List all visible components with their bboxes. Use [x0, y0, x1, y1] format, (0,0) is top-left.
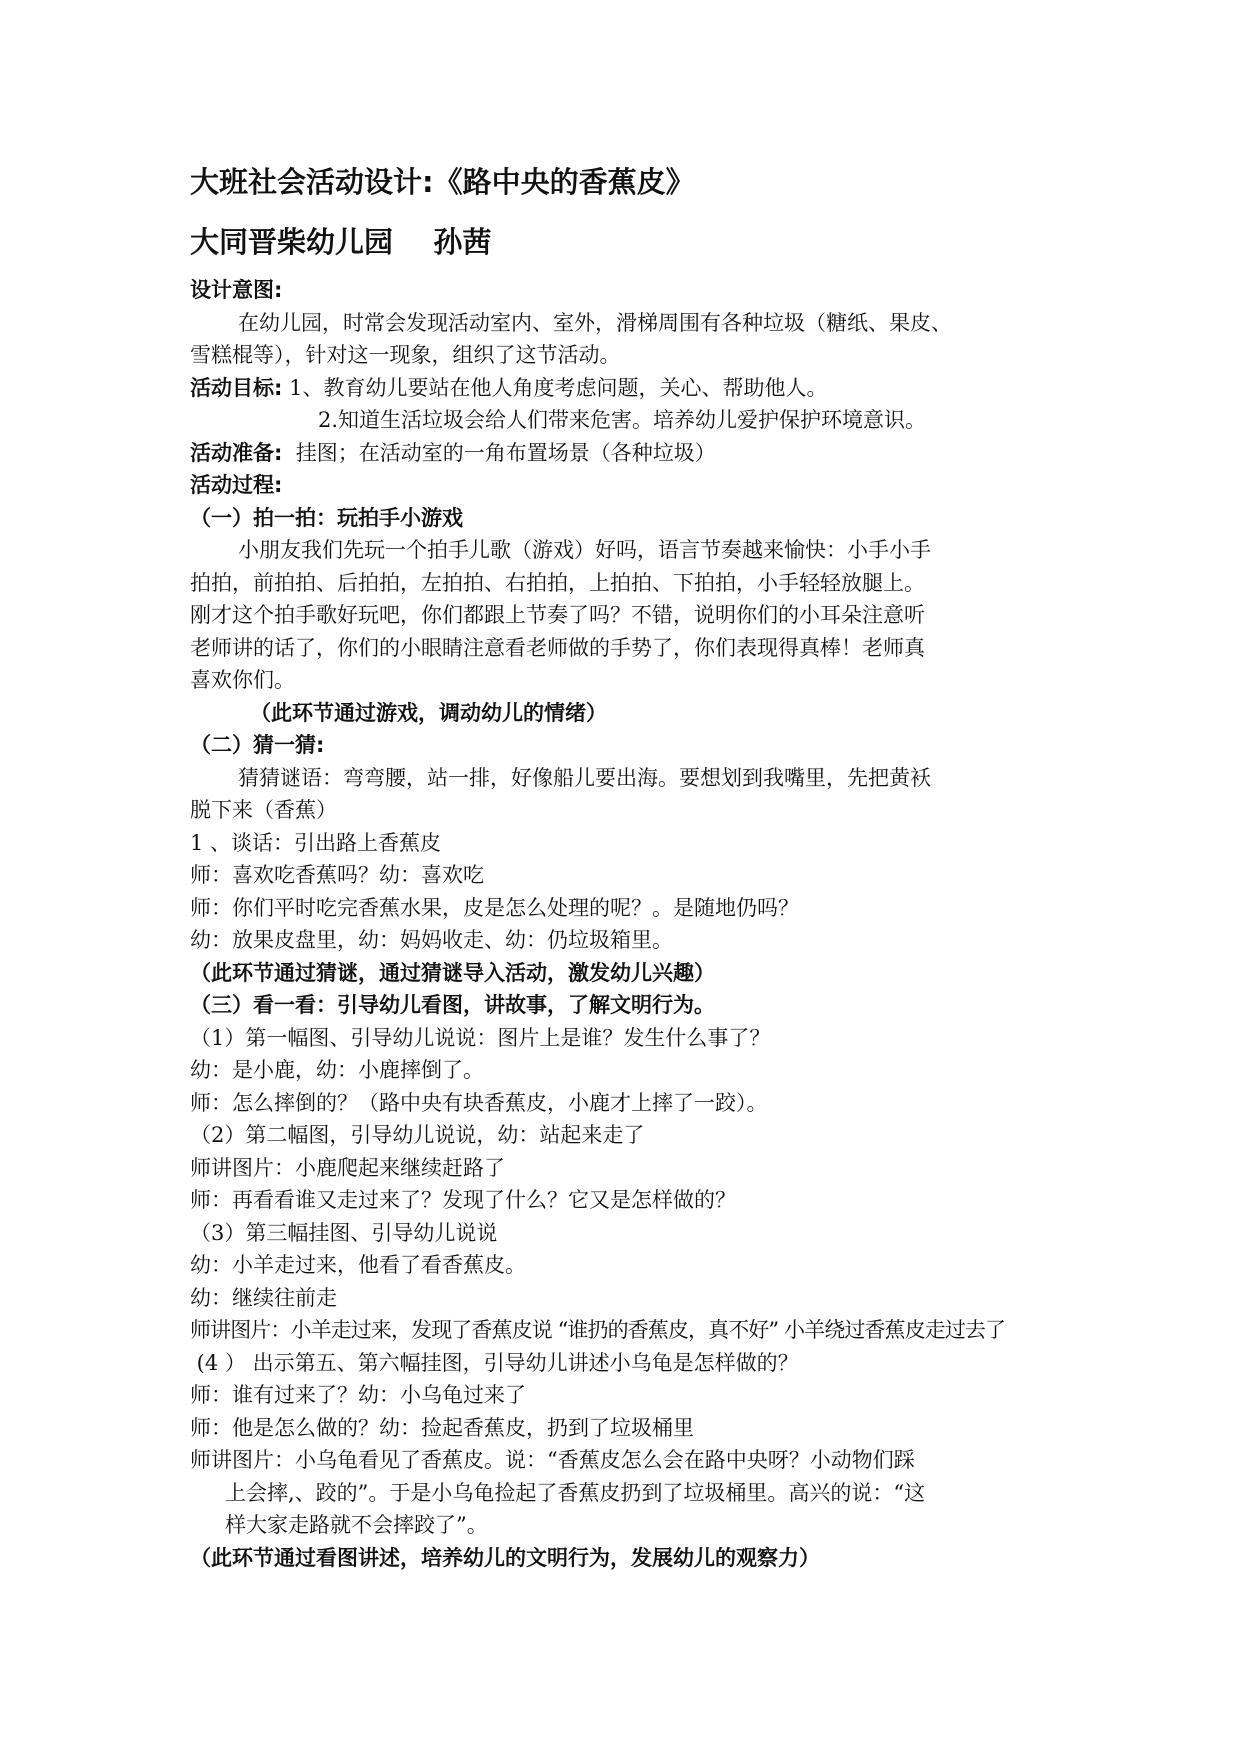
part1-note: （此环节通过游戏，调动幼儿的情绪） — [250, 700, 607, 725]
part3-heading: （三）看一看：引导幼儿看图，讲故事，了解文明行为。 — [190, 993, 715, 1017]
part2-line: 师：喜欢吃香蕉吗？幼：喜欢吃 — [190, 863, 484, 887]
part3-note: （此环节通过看图讲述，培养幼儿的文明行为，发展幼儿的观察力） — [190, 1545, 820, 1570]
part1-line: 小朋友我们先玩一个拍手儿歌（游戏）好吗，语言节奏越来愉快：小手小手 — [238, 538, 931, 562]
document-title: 大班社会活动设计:《路中央的香蕉皮》 — [190, 165, 695, 199]
part1-line: 喜欢你们。 — [190, 668, 295, 692]
part1-line: 老师讲的话了，你们的小眼睛注意看老师做的手势了，你们表现得真棒！老师真 — [190, 635, 925, 660]
part3-line: 师：谁有过来了？幼：小乌龟过来了 — [190, 1383, 526, 1407]
goal-2: 2.知道生活垃圾会给人们带来危害。培养幼儿爱护保护环境意识。 — [318, 408, 927, 432]
document-page — [190, 160, 1060, 1574]
part3-line: 师讲图片：小羊走过来，发现了香蕉皮说 “谁扔的香蕉皮，真不好” 小羊绕过香蕉皮走过去了 — [190, 1318, 1006, 1342]
intent-heading: 设计意图: — [190, 278, 283, 302]
part1-heading: （一）拍一拍：玩拍手小游戏 — [190, 505, 463, 530]
part3-line: 师：怎么摔倒的？（路中央有块香蕉皮，小鹿才上摔了一跤）。 — [190, 1090, 768, 1115]
part3-line: (4 ） 出示第五、第六幅挂图，引导幼儿讲述小乌龟是怎样做的？ — [190, 1350, 799, 1375]
part1-line: 拍拍，前拍拍、后拍拍，左拍拍、右拍拍，上拍拍、下拍拍，小手轻轻放腿上。 — [190, 570, 925, 595]
goals-line-1 — [190, 372, 1060, 405]
author-line: 大同晋柴幼儿园 孙茜 — [190, 225, 492, 259]
part3-line: 幼：继续往前走 — [190, 1285, 337, 1310]
prep-text: 挂图；在活动室的一角布置场景（各种垃圾） — [282, 440, 716, 465]
part3-line: （2）第二幅图，引导幼儿说说，幼：站起来走了 — [190, 1123, 645, 1147]
part3-line: 师讲图片：小乌龟看见了香蕉皮。说：“香蕉皮怎么会在路中央呀？小动物们踩 — [190, 1448, 915, 1472]
riddle-line: 猜猜谜语：弯弯腰，站一排，好像船儿要出海。要想划到我嘴里，先把黄袄 — [238, 765, 931, 790]
prep-label: 活动准备: — [190, 440, 283, 465]
goals-label: 活动目标: — [190, 375, 283, 400]
part3-line: 上会摔,、跤的”。于是小乌龟捡起了香蕉皮扔到了垃圾桶里。高兴的说：“这 — [225, 1480, 926, 1505]
part3-line: 师讲图片：小鹿爬起来继续赶路了 — [190, 1155, 505, 1180]
part2-line: 师：你们平时吃完香蕉水果，皮是怎么处理的呢？。是随地仍吗？ — [190, 895, 799, 920]
part1-line: 刚才这个拍手歌好玩吧，你们都跟上节奏了吗？不错，说明你们的小耳朵注意听 — [190, 603, 925, 627]
part2-line: 1 、谈话：引出路上香蕉皮 — [190, 830, 442, 855]
part3-line: （1）第一幅图、引导幼儿说说：图片上是谁？发生什么事了？ — [190, 1025, 771, 1050]
part2-note: （此环节通过猜谜，通过猜谜导入活动，激发幼儿兴趣） — [190, 960, 715, 985]
part3-line: 幼：是小鹿，幼：小鹿摔倒了。 — [190, 1058, 484, 1082]
process-heading: 活动过程: — [190, 473, 283, 497]
prep-line — [190, 437, 1060, 470]
intent-line: 在幼儿园，时常会发现活动室内、室外，滑梯周围有各种垃圾（糖纸、果皮、 — [238, 310, 952, 335]
part2-heading: （二）猜一猜: — [190, 733, 325, 757]
part2-line: 幼：放果皮盘里，幼：妈妈收走、幼：仍垃圾箱里。 — [190, 928, 673, 952]
part3-line: 师：他是怎么做的？幼：捡起香蕉皮，扔到了垃圾桶里 — [190, 1415, 694, 1440]
part3-line: 样大家走路就不会摔跤了”。 — [225, 1513, 488, 1537]
riddle-line: 脱下来（香蕉） — [190, 798, 337, 822]
part3-line: 师：再看看谁又走过来了？发现了什么？它又是怎样做的？ — [190, 1188, 736, 1212]
goal-1: 1、教育幼儿要站在他人角度考虑问题，关心、帮助他人。 — [289, 375, 828, 400]
intent-line: 雪糕棍等），针对这一现象，组织了这节活动。 — [190, 343, 621, 367]
part3-line: 幼：小羊走过来，他看了看香蕉皮。 — [190, 1253, 526, 1277]
part3-line: （3）第三幅挂图、引导幼儿说说 — [190, 1220, 498, 1245]
